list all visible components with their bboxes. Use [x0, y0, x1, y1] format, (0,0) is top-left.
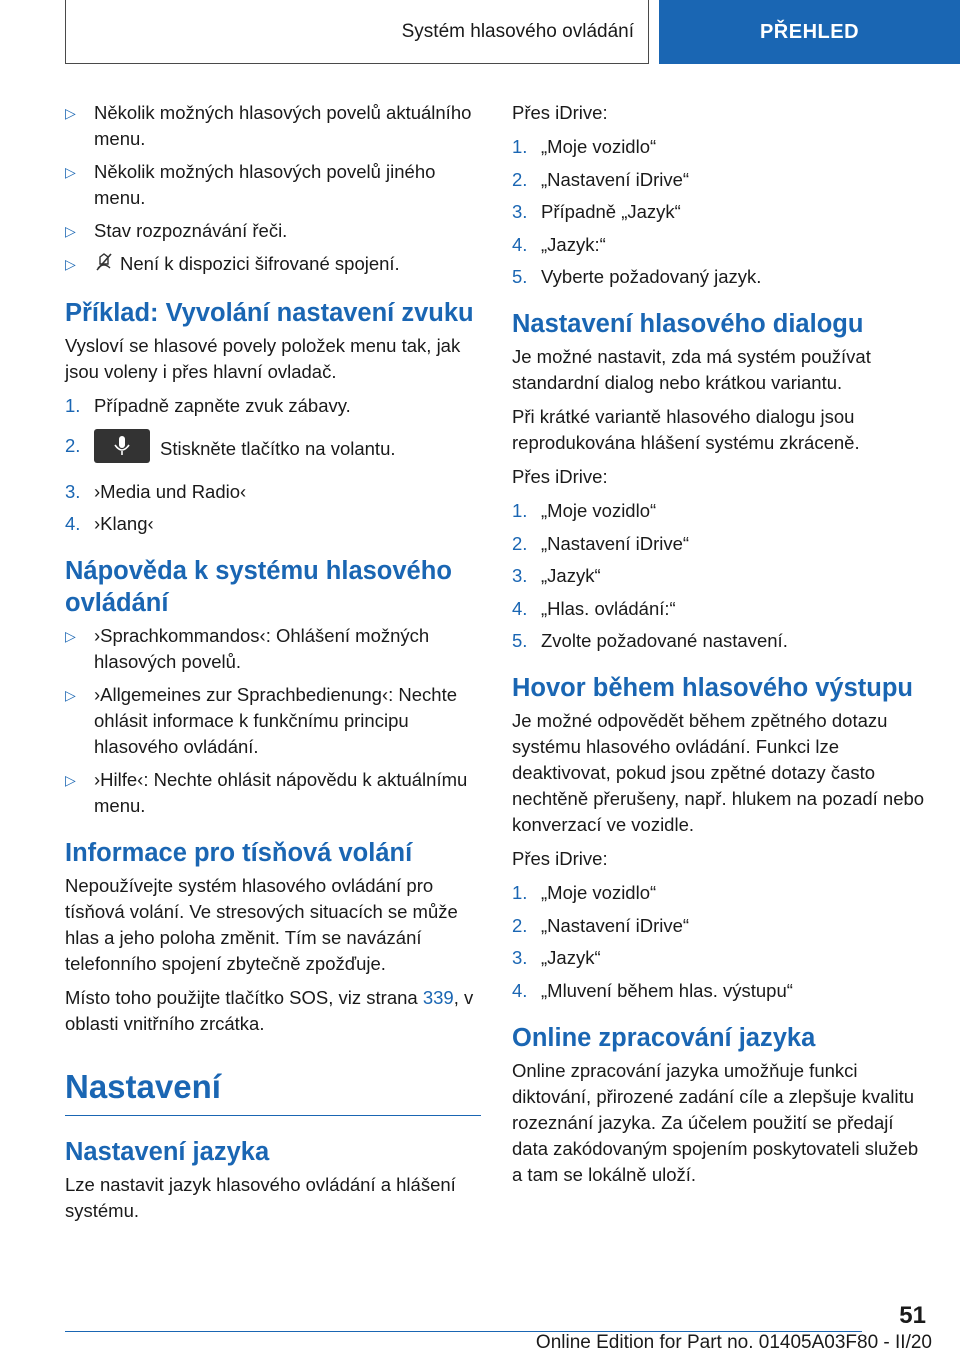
list-item: 3. „Jazyk“: [512, 565, 601, 586]
page-number: 51: [899, 1302, 926, 1329]
call-steps: [512, 880, 927, 1004]
list-item: 5. Vyberte požadovaný jazyk.: [512, 266, 762, 287]
emergency-text: Nepoužívejte systém hlasového ovládání pro tísňová volání. Ve stresových situacích se může hlas a jeho poloha změnit. Tím se navázání telefonního spojení zbytečně zpožďuje.: [65, 875, 458, 975]
list-item: ▷ ›Allgemeines zur Sprachbedienung‹: Nechte ohlásit informace k funkčnímu principu hlasového ovládání.: [65, 682, 481, 760]
emergency-sos-text: Místo toho použijte tlačítko SOS, viz strana 339, v oblasti vnitřního zrcátka.: [65, 987, 474, 1035]
list-item: ▷ Několik možných hlasových povelů aktuálního menu.: [65, 100, 481, 152]
list-item: 2. „Nastavení iDrive“: [512, 168, 690, 190]
list-item: 4. „Mluvení během hlas. výstupu“: [512, 979, 793, 1001]
status-bullet-list: [65, 100, 481, 279]
list-item: 1. „Moje vozidlo“: [512, 882, 657, 903]
list-item: ▷ Stav rozpoznávání řeči.: [65, 218, 481, 244]
call-text: Je možné odpovědět během zpětného dotazu systému hlasového ovládání. Funkci lze deaktivovat, pokud jsou zpětné dotazy často nechtěně přerušeny, např. hlukem na pozadí nebo konverzací ve vozidle.: [512, 710, 925, 835]
online-text: Online zpracování jazyka umožňuje funkci diktování, přirozené zadání cíle a zlepšuje kvalitu rozeznání jazyka. Za účelem použití se předají data zakódovaným spojením poskytovateli služeb a tam se lokálně uloží.: [512, 1059, 919, 1185]
list-item: ▷ Několik možných hlasových povelů jiného menu.: [65, 159, 481, 211]
list-item: 1. „Moje vozidlo“: [512, 500, 657, 521]
example-intro: Vysloví se hlasové povely položek menu tak, jak jsou voleny i přes hlavní ovladač.: [65, 334, 461, 382]
list-item: 5. Zvolte požadované nastavení.: [512, 630, 788, 651]
encryption-off-icon: [94, 252, 114, 279]
settings-heading: Nastavení: [65, 1065, 481, 1116]
dialog-text-1: Je možné nastavit, zda má systém používat standardní dialog nebo krátkou variantu.: [512, 346, 871, 393]
list-item: 4. „Jazyk:“: [512, 233, 606, 255]
example-heading: Příklad: Vyvolání nastavení zvuku: [65, 298, 474, 327]
header-section-tab[interactable]: [659, 0, 960, 64]
right-column: [512, 100, 927, 1196]
header-title: Systém hlasového ovládání: [401, 20, 634, 42]
header-section-label: PŘEHLED: [759, 20, 860, 43]
steering-wheel-voice-button: [94, 429, 150, 463]
page-reference-link[interactable]: 339: [422, 987, 454, 1009]
list-item: 2. Stiskněte tlačítko na volantu.: [65, 433, 481, 467]
help-heading: Nápověda k systému hlasového ovládání: [65, 557, 452, 618]
list-item: 2. „Nastavení iDrive“: [512, 532, 690, 554]
emergency-heading: Informace pro tísňová volání: [65, 839, 413, 868]
language-steps: [512, 134, 927, 290]
call-heading: Hovor během hlasového výstupu: [512, 674, 914, 702]
list-item: 1. Případně zapněte zvuk zábavy.: [65, 394, 351, 416]
dialog-text-2: Při krátké variantě hlasového dialogu jsou reprodukována hlášení systému zkráceně.: [512, 406, 860, 453]
language-settings-heading: Nastavení jazyka: [65, 1138, 270, 1167]
via-idrive-label: Přes iDrive:: [512, 848, 608, 869]
footer-edition: Online Edition for Part no. 01405A03F80 - II/20: [535, 1332, 932, 1353]
list-item: ▷ Není k dispozici šifrované spojení.: [65, 251, 481, 279]
help-list: [65, 623, 481, 819]
via-idrive-label: Přes iDrive:: [512, 102, 608, 123]
list-item: ▷ ›Hilfe‹: Nechte ohlásit nápovědu k aktuálnímu menu.: [65, 767, 481, 819]
header-title-box: [65, 0, 649, 64]
list-item: ▷ ›Sprachkommandos‹: Ohlášení možných hlasových povelů.: [65, 623, 481, 675]
list-item: 1. „Moje vozidlo“: [512, 136, 657, 157]
list-item: 2. „Nastavení iDrive“: [512, 914, 690, 936]
via-idrive-label: Přes iDrive:: [512, 466, 608, 487]
example-steps: [65, 393, 481, 538]
list-item: 4. ›Klang‹: [65, 513, 154, 535]
language-settings-text: Lze nastavit jazyk hlasového ovládání a hlášení systému.: [65, 1174, 456, 1222]
list-item: 3. Případně „Jazyk“: [512, 201, 681, 222]
list-item: 3. ›Media und Radio‹: [65, 480, 247, 502]
left-column: [65, 100, 481, 1232]
dialog-heading: Nastavení hlasového dialogu: [512, 310, 864, 338]
dialog-steps: [512, 498, 927, 654]
list-item: 3. „Jazyk“: [512, 947, 601, 968]
online-heading: Online zpracování jazyka: [512, 1023, 816, 1052]
list-item: 4. „Hlas. ovládání:“: [512, 597, 676, 619]
